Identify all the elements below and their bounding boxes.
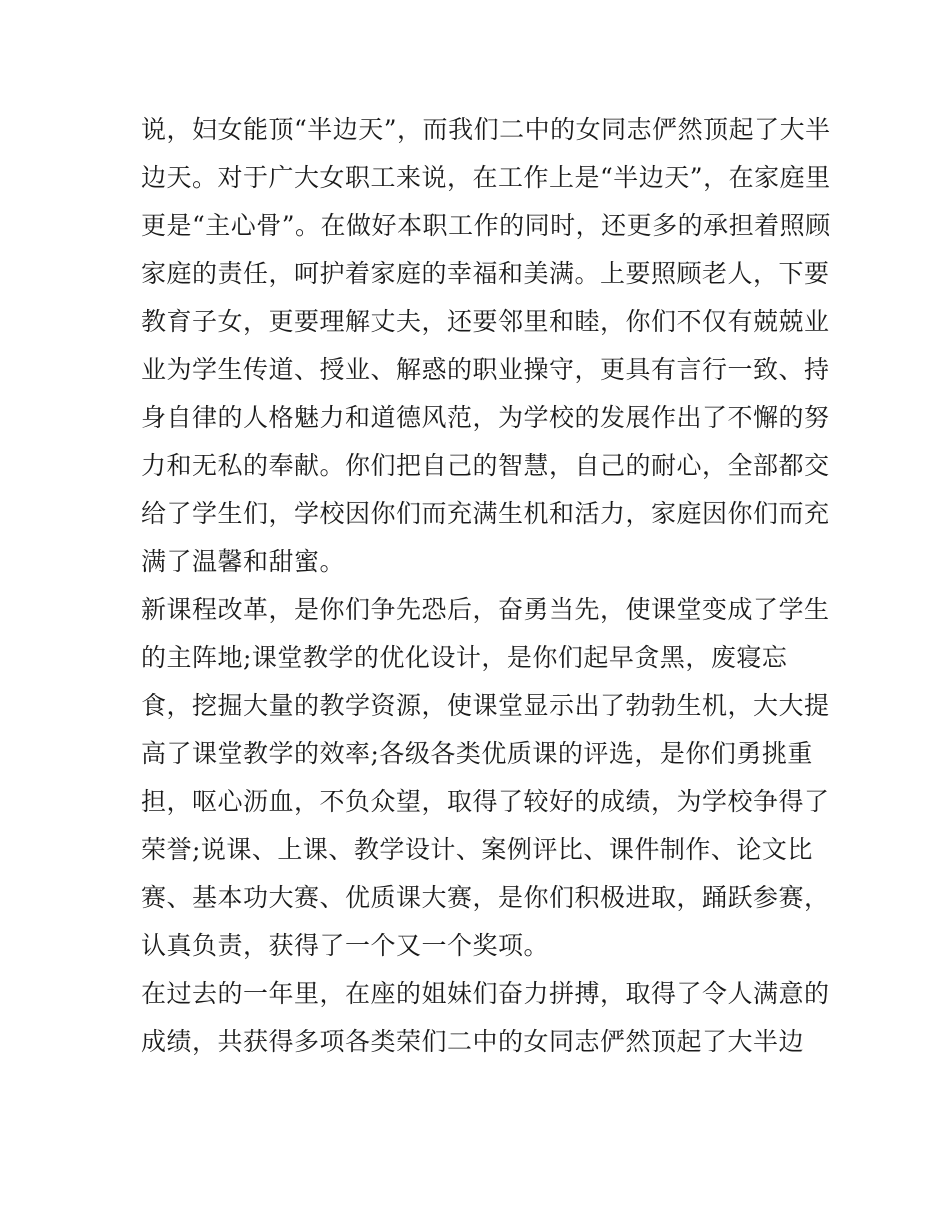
paragraph-1 [141,106,831,586]
text-line: 在过去的一年里，在座的姐妹们奋力拼搏，取得了令人满意的 [141,979,830,1008]
text-line: 给了学生们，学校因你们而充满生机和活力，家庭因你们而充 [141,499,830,528]
text-line: 说，妇女能顶“半边天”，而我们二中的女同志俨然顶起了大半 [141,115,831,144]
text-line: 食，挖掘大量的教学资源，使课堂显示出了勃勃生机，大大提 [141,691,830,720]
text-line: 边天。对于广大女职工来说，在工作上是“半边天”，在家庭里 [141,163,831,192]
text-line: 高了课堂教学的效率;各级各类优质课的评选，是你们勇挑重 [141,739,813,768]
text-line: 更是“主心骨”。在做好本职工作的同时，还更多的承担着照顾 [141,211,831,240]
paragraph-2 [141,586,830,970]
text-line: 新课程改革，是你们争先恐后，奋勇当先，使课堂变成了学生 [141,595,830,624]
document-body [141,106,831,1066]
text-line: 认真负责，获得了一个又一个奖项。 [141,931,550,960]
text-line: 教育子女，更要理解丈夫，还要邻里和睦，你们不仅有兢兢业 [141,307,830,336]
paragraph-3 [141,970,830,1066]
text-line: 家庭的责任，呵护着家庭的幸福和美满。上要照顾老人，下要 [141,259,830,288]
text-line: 满了温馨和甜蜜。 [141,547,346,576]
text-line: 荣誉;说课、上课、教学设计、案例评比、课件制作、论文比 [141,835,813,864]
text-line: 赛、基本功大赛、优质课大赛，是你们积极进取，踊跃参赛， [141,883,830,912]
text-line: 担，呕心沥血，不负众望，取得了较好的成绩，为学校争得了 [141,787,830,816]
text-line: 身自律的人格魅力和道德风范，为学校的发展作出了不懈的努 [141,403,830,432]
text-line: 业为学生传道、授业、解惑的职业操守，更具有言行一致、持 [141,355,830,384]
text-line: 的主阵地;课堂教学的优化设计，是你们起早贪黑，废寝忘 [141,643,788,672]
text-line: 力和无私的奉献。你们把自己的智慧，自己的耐心，全部都交 [141,451,830,480]
text-line: 成绩，共获得多项各类荣们二中的女同志俨然顶起了大半边 [141,1027,805,1056]
